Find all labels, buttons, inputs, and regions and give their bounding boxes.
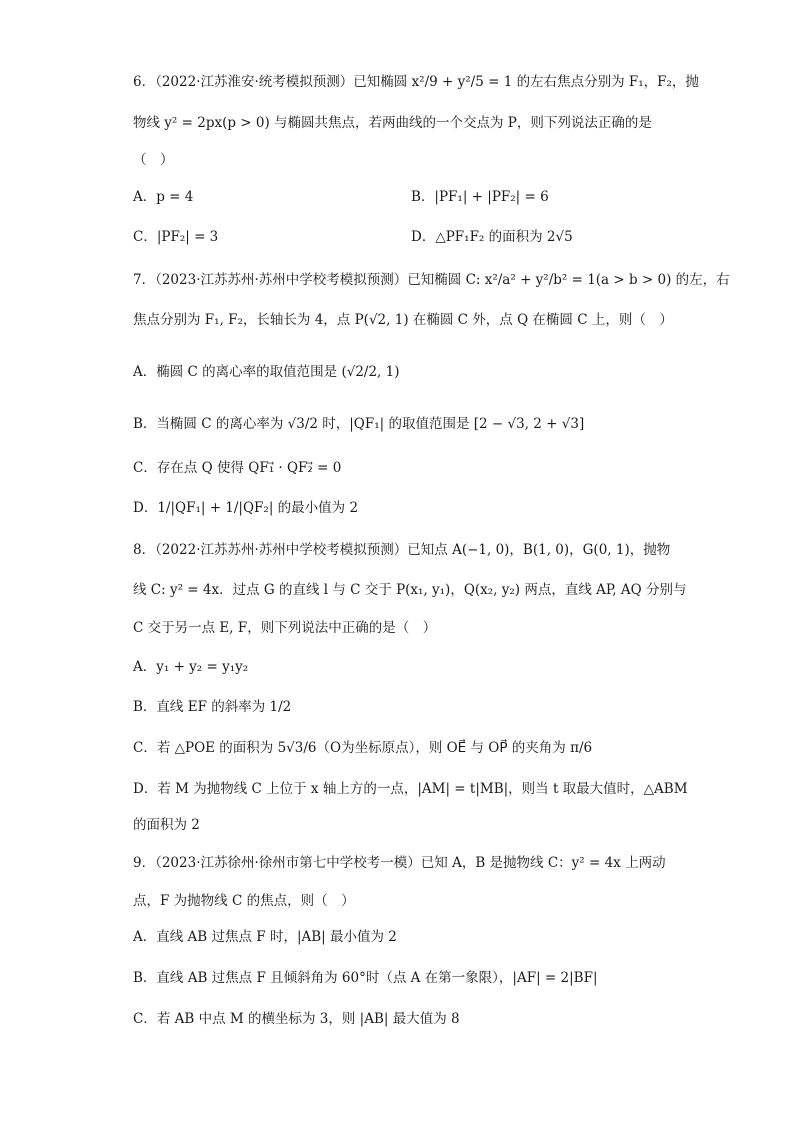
q9-option-a: A．直线 AB 过焦点 F 时，|AB| 最小值为 2: [133, 929, 397, 945]
q6-option-b: B．|PF₁| + |PF₂| = 6: [411, 189, 549, 205]
q7-option-c: C．存在点 Q 使得 QF₁⃗ · QF₂⃗ = 0: [133, 460, 342, 476]
q8-line-2: 线 C: y² = 4x．过点 G 的直线 l 与 C 交于 P(x₁, y₁)，Q(x₂, y₂) 两点，直线 AP, AQ 分别与: [133, 582, 687, 598]
q9-option-b: B．直线 AB 过焦点 F 且倾斜角为 60°时（点 A 在第一象限），|AF| = 2|BF|: [133, 970, 598, 986]
q7-option-d: D．1/|QF₁| + 1/|QF₂| 的最小值为 2: [133, 500, 359, 516]
q8-line-1: 8．（2022·江苏苏州·苏州中学校考模拟预测）已知点 A(−1, 0)，B(1, 0)，G(0, 1)，抛物: [133, 542, 671, 558]
q6-option-c: C．|PF₂| = 3: [133, 229, 219, 245]
q6-option-a: A．p = 4: [133, 189, 194, 205]
q9-option-c: C．若 AB 中点 M 的横坐标为 3，则 |AB| 最大值为 8: [133, 1011, 460, 1027]
q8-option-c: C．若 △POE 的面积为 5√3/6（O为坐标原点），则 OE⃗ 与 OP⃗ 的夹角为 π/6: [133, 740, 593, 756]
q8-option-a: A．y₁ + y₂ = y₁y₂: [133, 659, 249, 675]
q8-line-3: C 交于另一点 E, F，则下列说法中正确的是（ ）: [133, 620, 437, 636]
q7-line-1: 7．（2023·江苏苏州·苏州中学校考模拟预测）已知椭圆 C: x²/a² + y²/b² = 1(a > b > 0) 的左，右: [133, 272, 730, 288]
q7-line-2: 焦点分别为 F₁, F₂，长轴长为 4，点 P(√2, 1) 在椭圆 C 外，点 Q 在椭圆 C 上，则（ ）: [133, 312, 673, 328]
q9-line-1: 9．（2023·江苏徐州·徐州市第七中学校考一模）已知 A，B 是抛物线 C：y² = 4x 上两动: [133, 855, 666, 871]
q8-option-d: D．若 M 为抛物线 C 上位于 x 轴上方的一点，|AM| = t|MB|，则当 t 取最大值时，△ABM: [133, 781, 688, 797]
q6-line-1: 6．（2022·江苏淮安·统考模拟预测）已知椭圆 x²/9 + y²/5 = 1 的左右焦点分别为 F₁，F₂，抛: [133, 74, 699, 90]
q8-option-d-cont: 的面积为 2: [133, 817, 200, 833]
q6-line-2: 物线 y² = 2px(p > 0) 与椭圆共焦点，若两曲线的一个交点为 P，则下列说法正确的是: [133, 115, 652, 131]
q7-option-b: B．当椭圆 C 的离心率为 √3/2 时，|QF₁| 的取值范围是 [2 − √3, 2 + √3]: [133, 416, 585, 432]
q6-line-3: （ ）: [133, 152, 174, 168]
q8-option-b: B．直线 EF 的斜率为 1/2: [133, 699, 292, 715]
q7-option-a: A．椭圆 C 的离心率的取值范围是 (√2/2, 1): [133, 364, 400, 380]
q9-line-2: 点，F 为抛物线 C 的焦点，则（ ）: [133, 893, 355, 909]
q6-option-d: D．△PF₁F₂ 的面积为 2√5: [411, 229, 573, 245]
